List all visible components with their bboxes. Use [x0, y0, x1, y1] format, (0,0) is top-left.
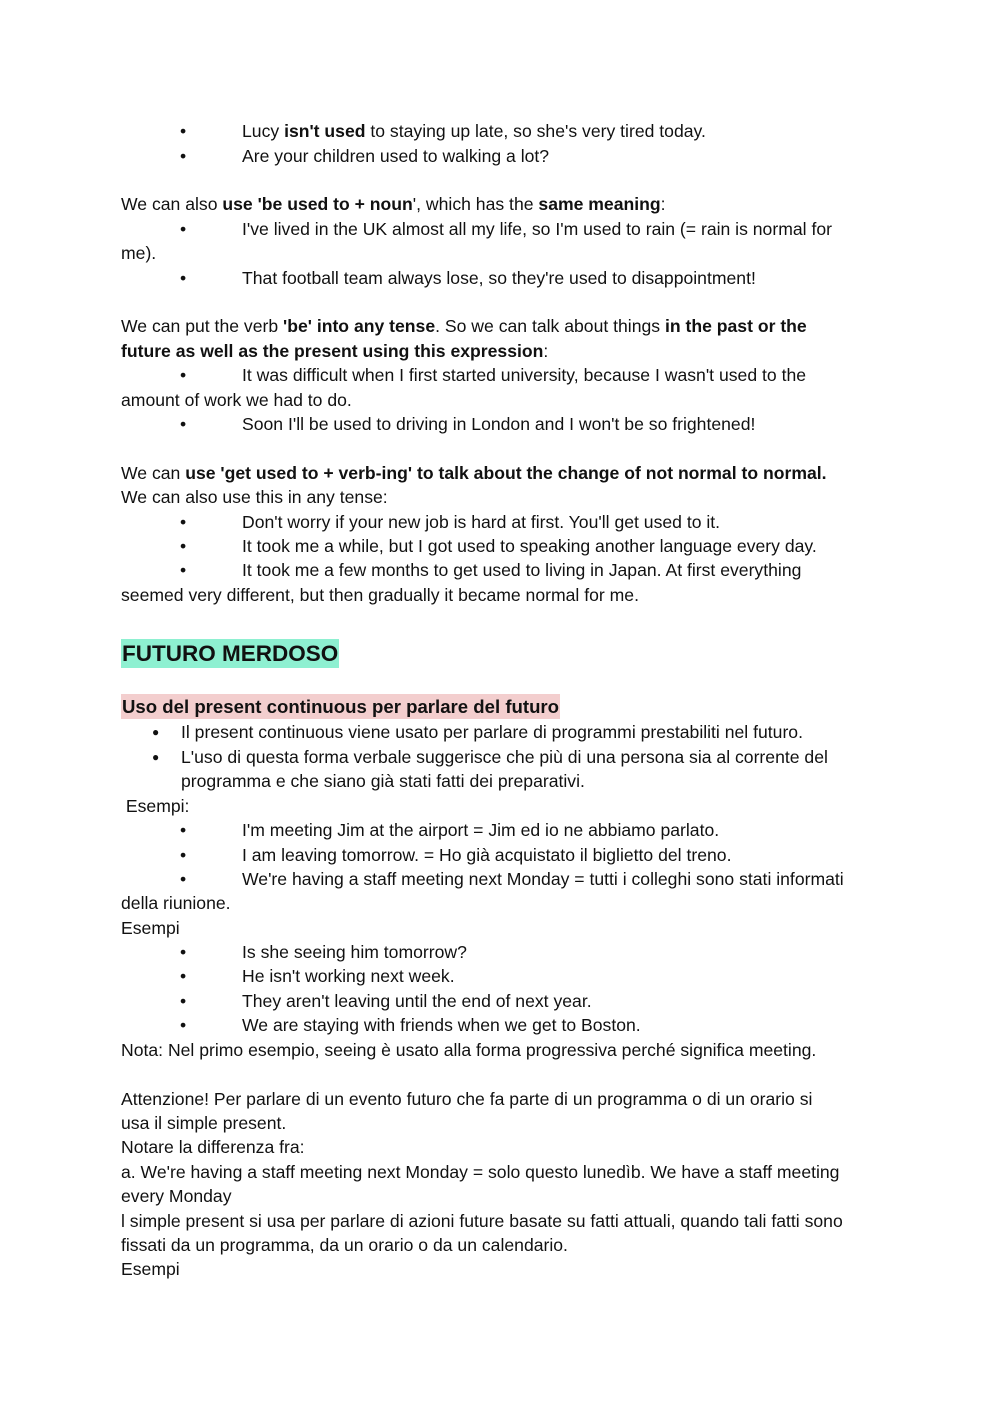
paragraph: We can also use 'be used to + noun', which has the same meaning: — [121, 194, 666, 214]
bullet-marker: • — [180, 365, 187, 385]
bullet-marker: • — [180, 121, 187, 141]
paragraph-continued: fissati da un programma, da un orario o da un calendario. — [121, 1235, 568, 1255]
paragraph: l simple present si usa per parlare di azioni future basate su fatti attuali, quando tali fatti sono — [121, 1211, 843, 1231]
bullet-item: It took me a few months to get used to living in Japan. At first everything — [242, 560, 802, 580]
section-heading: FUTURO MERDOSO — [122, 641, 339, 666]
bullet-marker: • — [180, 820, 187, 840]
dot-marker: ● — [152, 725, 160, 739]
dot-marker: ● — [152, 750, 160, 764]
bullet-item-continued: amount of work we had to do. — [121, 390, 352, 410]
subsection-heading: Uso del present continuous per parlare del futuro — [122, 696, 560, 717]
bullet-item: We're having a staff meeting next Monday = tutti i colleghi sono stati informati — [242, 869, 844, 889]
bullet-item: I'm meeting Jim at the airport = Jim ed io ne abbiamo parlato. — [242, 820, 720, 840]
bullet-item: We are staying with friends when we get to Boston. — [242, 1015, 641, 1035]
bullet-item: It took me a while, but I got used to speaking another language every day. — [242, 536, 817, 556]
bullet-item: Lucy isn't used to staying up late, so she's very tired today. — [242, 121, 706, 141]
bullet-item: I am leaving tomorrow. = Ho già acquistato il biglietto del treno. — [242, 845, 732, 865]
note-paragraph: Nota: Nel primo esempio, seeing è usato alla forma progressiva perché significa meeting. — [121, 1040, 817, 1060]
paragraph: Notare la differenza fra: — [121, 1137, 305, 1157]
bullet-item-continued: me). — [121, 243, 157, 263]
bullet-marker: • — [180, 991, 187, 1011]
bullet-item: Soon I'll be used to driving in London and I won't be so frightened! — [242, 414, 756, 434]
dot-item: Il present continuous viene usato per parlare di programmi prestabiliti nel futuro. — [181, 722, 803, 742]
paragraph-continued: usa il simple present. — [121, 1113, 287, 1133]
paragraph: We can use 'get used to + verb-ing' to talk about the change of not normal to normal. — [121, 463, 827, 483]
paragraph-continued: future as well as the present using this expression: — [121, 341, 549, 361]
bullet-item: Are your children used to walking a lot? — [242, 146, 550, 166]
paragraph-continued: every Monday — [121, 1186, 232, 1206]
paragraph: We can put the verb 'be' into any tense. So we can talk about things in the past or the — [121, 316, 807, 336]
bullet-marker: • — [180, 560, 187, 580]
bullet-item-continued: della riunione. — [121, 893, 231, 913]
bullet-marker: • — [180, 146, 187, 166]
bullet-item: They aren't leaving until the end of next year. — [242, 991, 592, 1011]
dot-item: L'uso di questa forma verbale suggerisce che più di una persona sia al corrente del — [181, 747, 828, 767]
bullet-item: That football team always lose, so they're used to disappointment! — [242, 268, 756, 288]
paragraph: a. We're having a staff meeting next Monday = solo questo lunedìb. We have a staff meeting — [121, 1162, 840, 1182]
bullet-item: Is she seeing him tomorrow? — [242, 942, 467, 962]
bullet-marker: • — [180, 1015, 187, 1035]
bullet-marker: • — [180, 219, 187, 239]
bullet-marker: • — [180, 414, 187, 434]
bullet-marker: • — [180, 845, 187, 865]
bullet-marker: • — [180, 966, 187, 986]
bullet-marker: • — [180, 268, 187, 288]
examples-label: Esempi — [121, 1259, 180, 1279]
bullet-item: I've lived in the UK almost all my life, so I'm used to rain (= rain is normal for — [242, 219, 832, 239]
bullet-marker: • — [180, 942, 187, 962]
examples-label: Esempi — [121, 918, 180, 938]
paragraph: Attenzione! Per parlare di un evento futuro che fa parte di un programma o di un orario si — [121, 1089, 813, 1109]
dot-item-continued: programma e che siano già stati fatti dei preparativi. — [181, 771, 585, 791]
bullet-item: Don't worry if your new job is hard at first. You'll get used to it. — [242, 512, 721, 532]
bullet-marker: • — [180, 512, 187, 532]
paragraph-continued: We can also use this in any tense: — [121, 487, 388, 507]
examples-label: Esempi: — [121, 796, 190, 816]
bullet-marker: • — [180, 869, 187, 889]
bullet-marker: • — [180, 536, 187, 556]
bullet-item: It was difficult when I first started university, because I wasn't used to the — [242, 365, 807, 385]
bullet-item: He isn't working next week. — [242, 966, 455, 986]
bullet-item-continued: seemed very different, but then gradually it became normal for me. — [121, 585, 639, 605]
